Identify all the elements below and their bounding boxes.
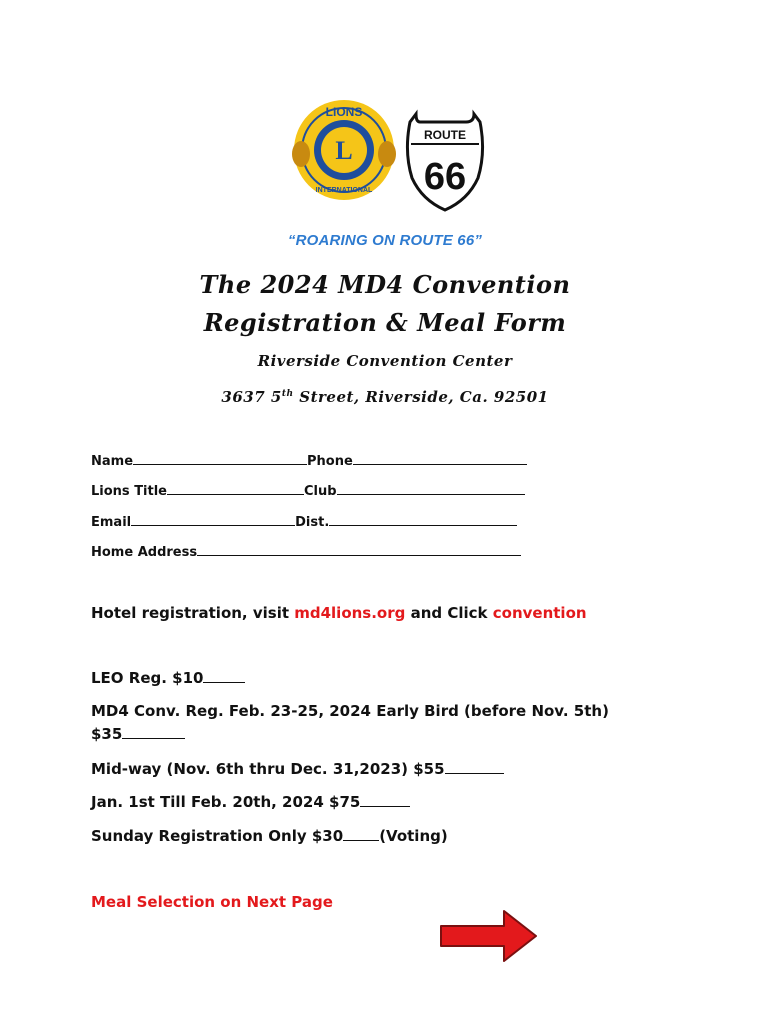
hotel-link[interactable]: md4lions.org xyxy=(294,604,406,622)
name-field[interactable] xyxy=(133,452,307,465)
home-address-field[interactable] xyxy=(197,543,521,556)
midway-registration-label: Mid-way (Nov. 6th thru Dec. 31,2023) $55 xyxy=(91,760,445,778)
home-address-row xyxy=(91,543,521,560)
leo-registration-label: LEO Reg. $10 xyxy=(91,669,204,687)
lions-title-field[interactable] xyxy=(167,482,304,495)
leo-registration-blank[interactable] xyxy=(203,668,245,683)
md4-registration-blank[interactable] xyxy=(122,724,185,739)
email-dist-row xyxy=(91,513,517,530)
sunday-registration-label: Sunday Registration Only $30 xyxy=(91,827,344,845)
midway-registration-blank[interactable] xyxy=(445,759,504,774)
md4-registration-price: $35 xyxy=(91,725,123,743)
meal-selection-note: Meal Selection on Next Page xyxy=(91,893,333,911)
address-number: 3637 5 xyxy=(221,388,282,406)
midway-registration xyxy=(91,759,504,778)
january-registration-label: Jan. 1st Till Feb. 20th, 2024 $75 xyxy=(91,793,361,811)
phone-label: Phone xyxy=(307,454,353,469)
sunday-registration-suffix: (Voting) xyxy=(379,827,448,845)
md4-registration-line1: MD4 Conv. Reg. Feb. 23-25, 2024 Early Bird (before Nov. 5th) xyxy=(91,702,609,720)
route-sign-number: 66 xyxy=(423,156,467,198)
next-page-arrow-icon[interactable] xyxy=(438,908,540,964)
hotel-prefix: Hotel registration, visit xyxy=(91,604,295,622)
hotel-middle: and Click xyxy=(405,604,493,622)
address-superscript: th xyxy=(281,389,294,399)
name-label: Name xyxy=(91,454,134,469)
venue-name: Riverside Convention Center xyxy=(257,352,513,370)
title-club-row xyxy=(91,482,525,499)
sunday-registration xyxy=(91,826,448,845)
md4-registration-line2 xyxy=(91,724,185,743)
home-address-label: Home Address xyxy=(91,545,198,560)
sunday-registration-blank[interactable] xyxy=(343,826,379,841)
page-title-line1: The 2024 MD4 Convention xyxy=(199,270,571,299)
phone-field[interactable] xyxy=(353,452,527,465)
lions-logo-top-text: LIONS xyxy=(325,105,363,119)
convention-link[interactable]: convention xyxy=(492,604,587,622)
page-title-line2: Registration & Meal Form xyxy=(203,308,567,337)
email-field[interactable] xyxy=(131,513,295,526)
tagline: “ROARING ON ROUTE 66” xyxy=(287,232,483,249)
address-rest: Street, Riverside, Ca. 92501 xyxy=(293,388,549,406)
club-label: Club xyxy=(304,484,337,499)
lions-logo-letter: L xyxy=(335,136,353,165)
venue-address xyxy=(0,388,770,406)
lion-head-left-icon xyxy=(292,141,310,167)
route-66-shield-logo xyxy=(407,114,482,210)
dist-field[interactable] xyxy=(329,513,517,526)
route-sign-top-text: ROUTE xyxy=(424,128,466,142)
club-field[interactable] xyxy=(337,482,525,495)
logo-group xyxy=(278,92,498,214)
leo-registration xyxy=(91,668,245,687)
dist-label: Dist. xyxy=(295,515,330,530)
january-registration-blank[interactable] xyxy=(360,792,410,807)
january-registration xyxy=(91,792,410,811)
email-label: Email xyxy=(91,515,132,530)
lions-international-logo xyxy=(292,100,396,200)
hotel-registration-line xyxy=(91,604,587,622)
lions-logo-bottom-text: INTERNATIONAL xyxy=(315,187,373,194)
lion-head-right-icon xyxy=(378,141,396,167)
name-phone-row xyxy=(91,452,527,469)
lions-title-label: Lions Title xyxy=(91,484,168,499)
